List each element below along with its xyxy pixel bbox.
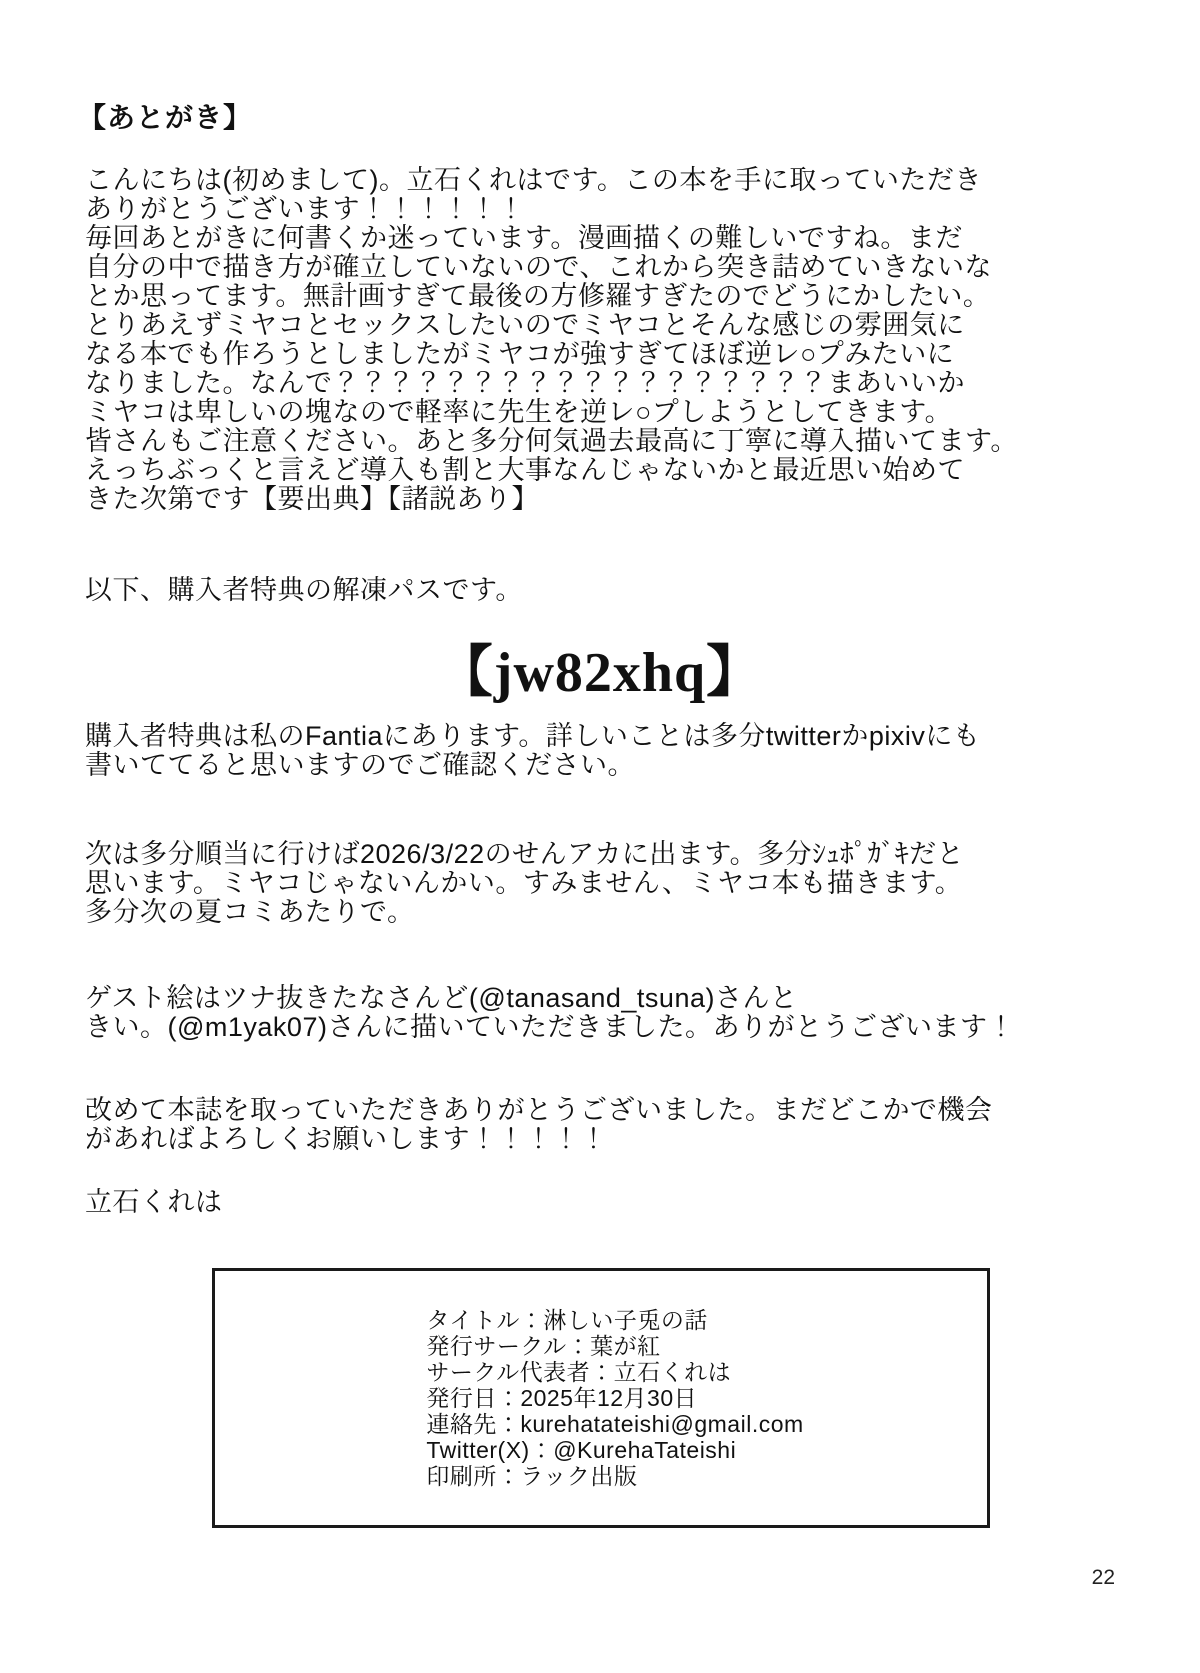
afterword-heading: 【あとがき】: [78, 102, 253, 133]
page-number: 22: [1091, 1566, 1115, 1589]
password-intro-line: 以下、購入者特典の解凍パスです。: [85, 575, 523, 605]
colophon-details: タイトル：淋しい子兎の話 発行サークル：葉が紅 サークル代表者：立石くれは 発行日：2025年12月30日 連絡先：kurehatateishi@gmail.com Twitter(X)：@KurehaTateishi 印刷所：ラック出版: [426, 1307, 804, 1489]
bonus-archive-password: 【jw82xhq】: [436, 642, 764, 704]
closing-thanks-paragraph: 改めて本誌を取っていただきありがとうございました。まだどこかで機会 があればよろしくお願いします！！！！！: [85, 1095, 993, 1154]
author-signature: 立石くれは: [85, 1187, 223, 1217]
fantia-info-paragraph: 購入者特典は私のFantiaにあります。詳しいことは多分twitterかpixivにも 書いててると思いますのでご確認ください。: [85, 721, 981, 780]
next-book-paragraph: 次は多分順当に行けば2026/3/22のせんアカに出ます。多分ｼｭﾎﾟｶﾞｷだと 思います。ミヤコじゃないんかい。すみません、ミヤコ本も描きます。 多分次の夏コミあたりで。: [85, 839, 965, 927]
guest-art-credits-paragraph: ゲスト絵はツナ抜きたなさんど(@tanasand_tsuna)さんと きい。(@m1yak07)さんに描いていただきました。ありがとうございます！: [85, 983, 1015, 1042]
afterword-intro-paragraph: こんにちは(初めまして)。立石くれはです。この本を手に取っていただき ありがとうございます！！！！！！ 毎回あとがきに何書くか迷っています。漫画描くの難しいですね。まだ 自分の中で描き方が確立していないので、これから突き詰めていきないな とか思ってます。無計画すぎて最後の方修羅すぎたのでどうにかしたい。 とりあえずミヤコとセックスしたいのでミヤコとそんな感じの雰囲気に なる本でも作ろうとしましたがミヤコが強すぎてほぼ逆レ○プみたいに なりました。なんで？？？？？？？？？？？？？？？？？？まあいいか ミヤコは卑しいの塊なので軽率に先生を逆レ○プしようとしてきます。 皆さんもご注意ください。あと多分何気過去最高に丁寧に導入描いてます。 えっちぶっくと言えど導入も割と大事なんじゃないかと最近思い始めて きた次第です【要出典】【諸説あり】: [85, 165, 1018, 514]
colophon-box: [212, 1268, 990, 1528]
